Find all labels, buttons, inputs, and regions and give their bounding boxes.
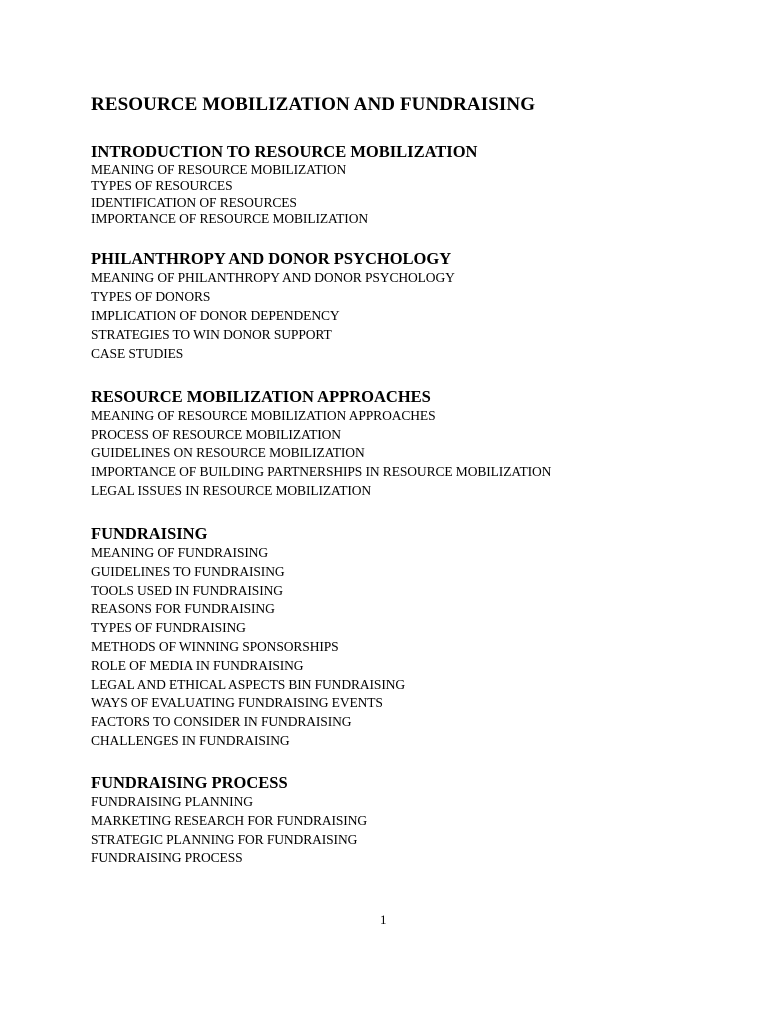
section-item-list [91, 544, 405, 751]
section-item-list [91, 407, 551, 501]
section-heading: INTRODUCTION TO RESOURCE MOBILIZATION [91, 142, 478, 161]
list-item: FUNDRAISING PLANNING [91, 794, 253, 809]
list-item: STRATEGIES TO WIN DONOR SUPPORT [91, 326, 332, 342]
section-heading: FUNDRAISING [91, 524, 208, 543]
section-fundraising-process [91, 772, 367, 868]
list-item: IMPORTANCE OF RESOURCE MOBILIZATION [91, 210, 368, 226]
list-item: MEANING OF FUNDRAISING [91, 545, 269, 560]
list-item: IMPORTANCE OF BUILDING PARTNERSHIPS IN RESOURCE MOBILIZATION [91, 464, 552, 480]
list-item: LEGAL AND ETHICAL ASPECTS BIN FUNDRAISING [91, 676, 406, 692]
list-item: MEANING OF RESOURCE MOBILIZATION [91, 162, 347, 177]
section-item-list [91, 162, 477, 227]
list-item: TYPES OF RESOURCES [91, 178, 233, 194]
page-number: 1 [380, 912, 387, 927]
list-item: REASONS FOR FUNDRAISING [91, 601, 275, 617]
document-title: RESOURCE MOBILIZATION AND FUNDRAISING [91, 94, 536, 115]
list-item: IMPLICATION OF DONOR DEPENDENCY [91, 307, 340, 323]
list-item: PROCESS OF RESOURCE MOBILIZATION [91, 426, 341, 442]
section-fundraising [91, 523, 405, 751]
list-item: GUIDELINES TO FUNDRAISING [91, 563, 285, 579]
list-item: TYPES OF FUNDRAISING [91, 620, 246, 636]
section-item-list [91, 269, 455, 364]
section-philanthropy [91, 248, 455, 364]
list-item: IDENTIFICATION OF RESOURCES [91, 194, 297, 210]
list-item: STRATEGIC PLANNING FOR FUNDRAISING [91, 831, 358, 847]
section-introduction [91, 141, 477, 227]
list-item: WAYS OF EVALUATING FUNDRAISING EVENTS [91, 695, 383, 711]
list-item: TOOLS USED IN FUNDRAISING [91, 582, 283, 598]
list-item: MARKETING RESEARCH FOR FUNDRAISING [91, 812, 368, 828]
list-item: TYPES OF DONORS [91, 288, 211, 304]
list-item: LEGAL ISSUES IN RESOURCE MOBILIZATION [91, 482, 372, 498]
list-item: MEANING OF RESOURCE MOBILIZATION APPROACHES [91, 408, 436, 423]
list-item: GUIDELINES ON RESOURCE MOBILIZATION [91, 445, 365, 461]
section-approaches [91, 386, 551, 501]
section-item-list [91, 793, 367, 868]
list-item: FUNDRAISING PROCESS [91, 850, 243, 866]
section-heading: PHILANTHROPY AND DONOR PSYCHOLOGY [91, 249, 452, 268]
list-item: MEANING OF PHILANTHROPY AND DONOR PSYCHOLOGY [91, 270, 455, 285]
section-heading: FUNDRAISING PROCESS [91, 773, 288, 792]
list-item: CASE STUDIES [91, 345, 184, 361]
list-item: METHODS OF WINNING SPONSORSHIPS [91, 638, 339, 654]
list-item: FACTORS TO CONSIDER IN FUNDRAISING [91, 714, 352, 730]
list-item: CHALLENGES IN FUNDRAISING [91, 732, 290, 748]
list-item: ROLE OF MEDIA IN FUNDRAISING [91, 657, 304, 673]
section-heading: RESOURCE MOBILIZATION APPROACHES [91, 387, 431, 406]
